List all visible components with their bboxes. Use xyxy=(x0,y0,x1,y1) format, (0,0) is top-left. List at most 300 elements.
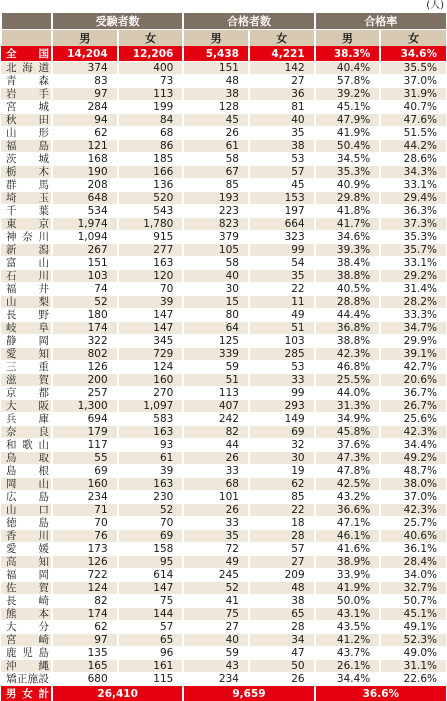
table-row xyxy=(1,257,446,270)
applicants-male: 680 xyxy=(52,673,118,686)
row-label: 愛 知 xyxy=(1,348,52,361)
passers-male: 72 xyxy=(183,543,249,556)
total-passers-male: 5,438 xyxy=(183,46,249,62)
rate-female: 25.6% xyxy=(380,413,446,426)
table-row xyxy=(1,205,446,218)
table-row xyxy=(1,62,446,75)
table-row xyxy=(1,660,446,673)
national-total-row xyxy=(1,46,446,62)
table-row xyxy=(1,478,446,491)
table-row xyxy=(1,309,446,322)
table-body xyxy=(1,46,446,686)
passers-male: 67 xyxy=(183,166,249,179)
passers-female: 323 xyxy=(249,231,315,244)
rate-male: 38.8% xyxy=(315,270,381,283)
applicants-male: 165 xyxy=(52,660,118,673)
applicants-male: 200 xyxy=(52,374,118,387)
row-label: 長 野 xyxy=(1,309,52,322)
passers-female: 33 xyxy=(249,374,315,387)
passers-female: 35 xyxy=(249,270,315,283)
header-female: 女 xyxy=(249,30,315,47)
passers-female: 36 xyxy=(249,88,315,101)
applicants-female: 520 xyxy=(118,192,184,205)
passers-female: 57 xyxy=(249,166,315,179)
passers-female: 51 xyxy=(249,322,315,335)
rate-male: 28.8% xyxy=(315,296,381,309)
passers-female: 664 xyxy=(249,218,315,231)
row-label: 高 知 xyxy=(1,556,52,569)
row-label: 茨 城 xyxy=(1,153,52,166)
applicants-male: 234 xyxy=(52,491,118,504)
row-label: 石 川 xyxy=(1,270,52,283)
table-row xyxy=(1,114,446,127)
rate-female: 42.3% xyxy=(380,504,446,517)
rate-female: 42.3% xyxy=(380,426,446,439)
rate-female: 39.1% xyxy=(380,348,446,361)
applicants-male: 267 xyxy=(52,244,118,257)
applicants-male: 94 xyxy=(52,114,118,127)
passers-female: 34 xyxy=(249,634,315,647)
applicants-male: 648 xyxy=(52,192,118,205)
table-row xyxy=(1,582,446,595)
rate-female: 49.2% xyxy=(380,452,446,465)
applicants-female: 93 xyxy=(118,439,184,452)
table-row xyxy=(1,634,446,647)
passers-male: 49 xyxy=(183,556,249,569)
passers-female: 18 xyxy=(249,517,315,530)
table-row xyxy=(1,439,446,452)
applicants-female: 73 xyxy=(118,75,184,88)
passers-male: 68 xyxy=(183,478,249,491)
applicants-female: 86 xyxy=(118,140,184,153)
table-row xyxy=(1,218,446,231)
passers-male: 128 xyxy=(183,101,249,114)
table-row xyxy=(1,400,446,413)
rate-male: 44.4% xyxy=(315,309,381,322)
passers-female: 30 xyxy=(249,452,315,465)
applicants-male: 52 xyxy=(52,296,118,309)
table-row xyxy=(1,491,446,504)
applicants-female: 39 xyxy=(118,465,184,478)
applicants-male: 1,094 xyxy=(52,231,118,244)
table-row xyxy=(1,465,446,478)
rate-female: 34.3% xyxy=(380,166,446,179)
passers-male: 105 xyxy=(183,244,249,257)
row-label: 山 形 xyxy=(1,127,52,140)
passers-male: 33 xyxy=(183,517,249,530)
table-row xyxy=(1,413,446,426)
rate-male: 40.4% xyxy=(315,62,381,75)
row-label: 矯正施設 xyxy=(1,673,52,686)
rate-female: 28.2% xyxy=(380,296,446,309)
rate-female: 48.7% xyxy=(380,465,446,478)
passers-male: 379 xyxy=(183,231,249,244)
passers-male: 82 xyxy=(183,426,249,439)
applicants-male: 70 xyxy=(52,517,118,530)
passers-male: 27 xyxy=(183,621,249,634)
applicants-male: 374 xyxy=(52,62,118,75)
applicants-male: 151 xyxy=(52,257,118,270)
applicants-female: 270 xyxy=(118,387,184,400)
rate-male: 34.6% xyxy=(315,231,381,244)
applicants-female: 120 xyxy=(118,270,184,283)
applicants-male: 126 xyxy=(52,556,118,569)
table-row xyxy=(1,101,446,114)
passers-female: 69 xyxy=(249,426,315,439)
rate-female: 35.3% xyxy=(380,231,446,244)
rate-male: 45.1% xyxy=(315,101,381,114)
table-row xyxy=(1,621,446,634)
applicants-male: 208 xyxy=(52,179,118,192)
row-label: 兵 庫 xyxy=(1,413,52,426)
rate-male: 43.2% xyxy=(315,491,381,504)
applicants-male: 174 xyxy=(52,608,118,621)
passers-male: 59 xyxy=(183,361,249,374)
passers-male: 75 xyxy=(183,608,249,621)
applicants-female: 277 xyxy=(118,244,184,257)
table-row xyxy=(1,244,446,257)
passers-male: 35 xyxy=(183,530,249,543)
passers-female: 28 xyxy=(249,621,315,634)
applicants-male: 190 xyxy=(52,166,118,179)
passers-female: 40 xyxy=(249,114,315,127)
passers-female: 28 xyxy=(249,530,315,543)
applicants-female: 75 xyxy=(118,595,184,608)
passers-female: 149 xyxy=(249,413,315,426)
applicants-female: 70 xyxy=(118,283,184,296)
grand-total-applicants: 26,410 xyxy=(52,686,183,701)
table-row xyxy=(1,153,446,166)
applicants-female: 147 xyxy=(118,322,184,335)
applicants-female: 136 xyxy=(118,179,184,192)
row-label: 埼 玉 xyxy=(1,192,52,205)
total-label: 全 国 xyxy=(1,46,52,62)
passers-male: 151 xyxy=(183,62,249,75)
header-applicants: 受験者数 xyxy=(52,13,183,30)
passers-male: 339 xyxy=(183,348,249,361)
row-label: 佐 賀 xyxy=(1,582,52,595)
rate-male: 43.1% xyxy=(315,608,381,621)
applicants-male: 534 xyxy=(52,205,118,218)
applicants-female: 113 xyxy=(118,88,184,101)
row-label: 岡 山 xyxy=(1,478,52,491)
row-label: 徳 島 xyxy=(1,517,52,530)
rate-female: 38.0% xyxy=(380,478,446,491)
grand-total-row xyxy=(1,686,446,701)
grand-total-rate: 36.6% xyxy=(315,686,446,701)
rate-male: 38.4% xyxy=(315,257,381,270)
header-male: 男 xyxy=(315,30,381,47)
row-label: 山 口 xyxy=(1,504,52,517)
passers-male: 40 xyxy=(183,634,249,647)
row-label: 神奈川 xyxy=(1,231,52,244)
row-label: 三 重 xyxy=(1,361,52,374)
applicants-male: 82 xyxy=(52,595,118,608)
rate-male: 45.8% xyxy=(315,426,381,439)
total-rate-female: 34.6% xyxy=(380,46,446,62)
passers-female: 53 xyxy=(249,361,315,374)
rate-female: 44.2% xyxy=(380,140,446,153)
rate-male: 57.8% xyxy=(315,75,381,88)
rate-female: 20.6% xyxy=(380,374,446,387)
applicants-female: 65 xyxy=(118,634,184,647)
applicants-male: 322 xyxy=(52,335,118,348)
applicants-female: 400 xyxy=(118,62,184,75)
table-row xyxy=(1,88,446,101)
passers-male: 44 xyxy=(183,439,249,452)
passers-male: 26 xyxy=(183,127,249,140)
applicants-male: 69 xyxy=(52,465,118,478)
rate-male: 47.9% xyxy=(315,114,381,127)
rate-male: 50.0% xyxy=(315,595,381,608)
grand-total-label: 男女計 xyxy=(1,686,52,701)
row-label: 福 島 xyxy=(1,140,52,153)
passers-female: 11 xyxy=(249,296,315,309)
passers-male: 242 xyxy=(183,413,249,426)
passers-male: 51 xyxy=(183,374,249,387)
applicants-male: 62 xyxy=(52,621,118,634)
applicants-male: 97 xyxy=(52,88,118,101)
passers-female: 27 xyxy=(249,75,315,88)
applicants-male: 71 xyxy=(52,504,118,517)
table-row xyxy=(1,673,446,686)
table-row xyxy=(1,179,446,192)
row-label: 栃 木 xyxy=(1,166,52,179)
passers-male: 101 xyxy=(183,491,249,504)
passers-female: 53 xyxy=(249,153,315,166)
row-label: 宮 崎 xyxy=(1,634,52,647)
applicants-female: 199 xyxy=(118,101,184,114)
applicants-male: 160 xyxy=(52,478,118,491)
rate-female: 34.0% xyxy=(380,569,446,582)
rate-male: 34.5% xyxy=(315,153,381,166)
applicants-female: 158 xyxy=(118,543,184,556)
rate-male: 43.5% xyxy=(315,621,381,634)
rate-male: 44.0% xyxy=(315,387,381,400)
applicants-female: 163 xyxy=(118,426,184,439)
passers-female: 103 xyxy=(249,335,315,348)
rate-female: 35.5% xyxy=(380,62,446,75)
corner-cell xyxy=(1,13,52,30)
applicants-female: 614 xyxy=(118,569,184,582)
table-row xyxy=(1,374,446,387)
passers-male: 15 xyxy=(183,296,249,309)
rate-female: 29.4% xyxy=(380,192,446,205)
applicants-male: 802 xyxy=(52,348,118,361)
rate-male: 41.2% xyxy=(315,634,381,647)
passers-male: 41 xyxy=(183,595,249,608)
corner-cell xyxy=(1,30,52,47)
rate-male: 46.1% xyxy=(315,530,381,543)
passers-male: 223 xyxy=(183,205,249,218)
passers-female: 48 xyxy=(249,582,315,595)
table-row xyxy=(1,270,446,283)
applicants-male: 135 xyxy=(52,647,118,660)
applicants-female: 57 xyxy=(118,621,184,634)
passers-female: 99 xyxy=(249,387,315,400)
rate-female: 28.4% xyxy=(380,556,446,569)
row-label: 大 分 xyxy=(1,621,52,634)
rate-female: 47.6% xyxy=(380,114,446,127)
applicants-female: 39 xyxy=(118,296,184,309)
rate-male: 47.3% xyxy=(315,452,381,465)
applicants-female: 70 xyxy=(118,517,184,530)
rate-female: 36.3% xyxy=(380,205,446,218)
table-row xyxy=(1,647,446,660)
passers-male: 30 xyxy=(183,283,249,296)
row-label: 長 崎 xyxy=(1,595,52,608)
table-row xyxy=(1,192,446,205)
applicants-female: 915 xyxy=(118,231,184,244)
passers-female: 26 xyxy=(249,673,315,686)
table-row xyxy=(1,543,446,556)
applicants-female: 84 xyxy=(118,114,184,127)
row-label: 大 阪 xyxy=(1,400,52,413)
results-table xyxy=(0,13,446,701)
rate-female: 37.0% xyxy=(380,75,446,88)
applicants-male: 173 xyxy=(52,543,118,556)
passers-male: 33 xyxy=(183,465,249,478)
applicants-female: 166 xyxy=(118,166,184,179)
passers-female: 81 xyxy=(249,101,315,114)
rate-male: 41.9% xyxy=(315,127,381,140)
passers-female: 47 xyxy=(249,647,315,660)
header-pass-rate: 合格率 xyxy=(315,13,446,30)
rate-female: 36.7% xyxy=(380,387,446,400)
applicants-male: 722 xyxy=(52,569,118,582)
applicants-male: 694 xyxy=(52,413,118,426)
rate-female: 37.3% xyxy=(380,218,446,231)
table-row xyxy=(1,283,446,296)
grand-total-passers: 9,659 xyxy=(183,686,314,701)
row-label: 秋 田 xyxy=(1,114,52,127)
applicants-female: 583 xyxy=(118,413,184,426)
passers-male: 823 xyxy=(183,218,249,231)
passers-male: 61 xyxy=(183,140,249,153)
applicants-male: 1,974 xyxy=(52,218,118,231)
rate-female: 52.3% xyxy=(380,634,446,647)
table-row xyxy=(1,517,446,530)
applicants-male: 257 xyxy=(52,387,118,400)
rate-male: 42.5% xyxy=(315,478,381,491)
row-label: 島 根 xyxy=(1,465,52,478)
rate-male: 39.2% xyxy=(315,88,381,101)
table-row xyxy=(1,387,446,400)
passers-female: 285 xyxy=(249,348,315,361)
passers-male: 193 xyxy=(183,192,249,205)
applicants-female: 729 xyxy=(118,348,184,361)
rate-male: 47.1% xyxy=(315,517,381,530)
passers-female: 293 xyxy=(249,400,315,413)
table-row xyxy=(1,608,446,621)
table-row xyxy=(1,166,446,179)
row-label: 北海道 xyxy=(1,62,52,75)
passers-female: 197 xyxy=(249,205,315,218)
applicants-female: 144 xyxy=(118,608,184,621)
row-label: 滋 賀 xyxy=(1,374,52,387)
applicants-female: 52 xyxy=(118,504,184,517)
rate-female: 36.1% xyxy=(380,543,446,556)
rate-male: 39.3% xyxy=(315,244,381,257)
passers-female: 50 xyxy=(249,660,315,673)
header-sex-row xyxy=(1,30,446,47)
rate-male: 38.9% xyxy=(315,556,381,569)
rate-female: 40.6% xyxy=(380,530,446,543)
passers-male: 58 xyxy=(183,153,249,166)
rate-male: 41.6% xyxy=(315,543,381,556)
passers-female: 142 xyxy=(249,62,315,75)
passers-male: 234 xyxy=(183,673,249,686)
applicants-female: 1,097 xyxy=(118,400,184,413)
rate-female: 45.1% xyxy=(380,608,446,621)
rate-male: 41.7% xyxy=(315,218,381,231)
passers-female: 85 xyxy=(249,491,315,504)
passers-female: 153 xyxy=(249,192,315,205)
applicants-male: 76 xyxy=(52,530,118,543)
passers-male: 26 xyxy=(183,504,249,517)
rate-male: 40.5% xyxy=(315,283,381,296)
applicants-male: 97 xyxy=(52,634,118,647)
passers-female: 27 xyxy=(249,556,315,569)
row-label: 福 岡 xyxy=(1,569,52,582)
rate-female: 26.7% xyxy=(380,400,446,413)
rate-male: 36.6% xyxy=(315,504,381,517)
passers-female: 19 xyxy=(249,465,315,478)
row-label: 鹿児島 xyxy=(1,647,52,660)
applicants-female: 61 xyxy=(118,452,184,465)
applicants-male: 117 xyxy=(52,439,118,452)
passers-female: 22 xyxy=(249,283,315,296)
applicants-female: 69 xyxy=(118,530,184,543)
table-row xyxy=(1,595,446,608)
row-label: 静 岡 xyxy=(1,335,52,348)
row-label: 東 京 xyxy=(1,218,52,231)
total-applicants-male: 14,204 xyxy=(52,46,118,62)
passers-female: 49 xyxy=(249,309,315,322)
rate-male: 42.3% xyxy=(315,348,381,361)
rate-female: 35.7% xyxy=(380,244,446,257)
applicants-female: 147 xyxy=(118,309,184,322)
passers-female: 99 xyxy=(249,244,315,257)
table-row xyxy=(1,75,446,88)
passers-male: 85 xyxy=(183,179,249,192)
table-row xyxy=(1,452,446,465)
rate-male: 40.9% xyxy=(315,179,381,192)
rate-female: 31.4% xyxy=(380,283,446,296)
total-rate-male: 38.3% xyxy=(315,46,381,62)
row-label: 香 川 xyxy=(1,530,52,543)
applicants-male: 103 xyxy=(52,270,118,283)
applicants-female: 124 xyxy=(118,361,184,374)
applicants-male: 284 xyxy=(52,101,118,114)
rate-male: 46.8% xyxy=(315,361,381,374)
applicants-male: 121 xyxy=(52,140,118,153)
applicants-female: 161 xyxy=(118,660,184,673)
table-row xyxy=(1,127,446,140)
passers-male: 407 xyxy=(183,400,249,413)
table-row xyxy=(1,504,446,517)
rate-female: 25.7% xyxy=(380,517,446,530)
applicants-male: 180 xyxy=(52,309,118,322)
passers-male: 80 xyxy=(183,309,249,322)
passers-male: 245 xyxy=(183,569,249,582)
row-label: 岐 阜 xyxy=(1,322,52,335)
passers-male: 38 xyxy=(183,88,249,101)
row-label: 新 潟 xyxy=(1,244,52,257)
applicants-male: 55 xyxy=(52,452,118,465)
applicants-male: 174 xyxy=(52,322,118,335)
passers-female: 54 xyxy=(249,257,315,270)
